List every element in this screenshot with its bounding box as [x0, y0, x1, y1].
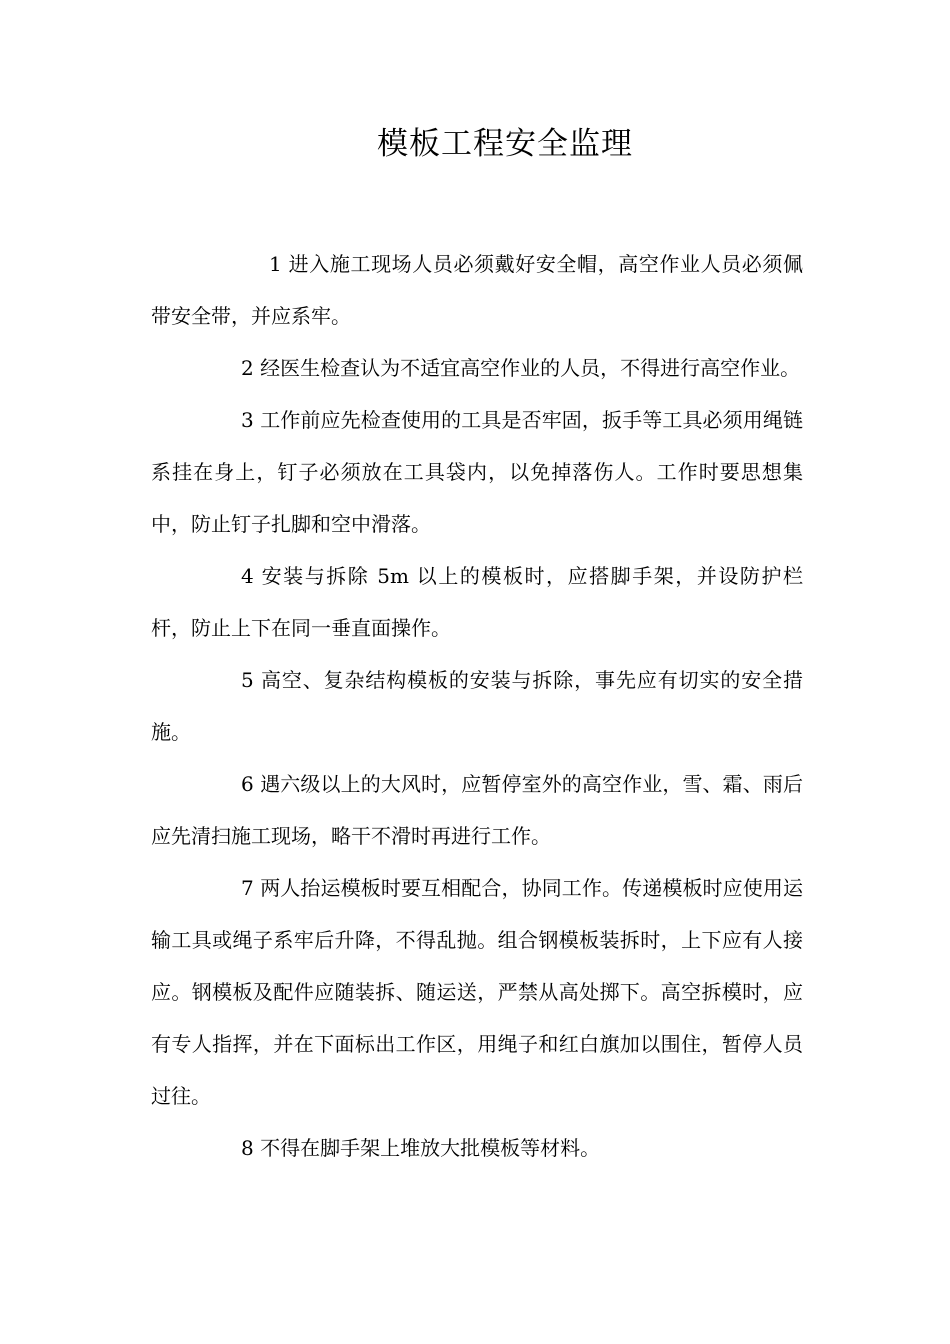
paragraph-8: 8 不得在脚手架上堆放大批模板等材料。 [241, 1136, 601, 1160]
paragraph-6: 6 遇六级以上的大风时，应暂停室外的高空作业，雪、霜、雨后应先清扫施工现场，略干不滑时再进行工作。 [151, 772, 803, 848]
paragraph-1: 1 进入施工现场人员必须戴好安全帽，高空作业人员必须佩带安全带，并应系牢。 [151, 252, 803, 328]
paragraph-4: 4 安装与拆除 5m 以上的模板时，应搭脚手架，并设防护栏杆，防止上下在同一垂直面操作。 [151, 564, 803, 640]
paragraph-3: 3 工作前应先检查使用的工具是否牢固，扳手等工具必须用绳链系挂在身上，钉子必须放在工具袋内，以免掉落伤人。工作时要思想集中，防止钉子扎脚和空中滑落。 [151, 408, 803, 536]
document-body [151, 238, 803, 1174]
paragraph-5: 5 高空、复杂结构模板的安装与拆除，事先应有切实的安全措施。 [151, 668, 803, 744]
paragraph-2: 2 经医生检查认为不适宜高空作业的人员，不得进行高空作业。 [241, 356, 801, 380]
document-title: 模板工程安全监理 [377, 126, 633, 162]
paragraph-7: 7 两人抬运模板时要互相配合，协同工作。传递模板时应使用运输工具或绳子系牢后升降，不得乱抛。组合钢模板装拆时，上下应有人接应。钢模板及配件应随装拆、随运送，严禁从高处掷下。高空拆模时，应有专人指挥，并在下面标出工作区，用绳子和红白旗加以围住，暂停人员过往。 [151, 876, 803, 1108]
